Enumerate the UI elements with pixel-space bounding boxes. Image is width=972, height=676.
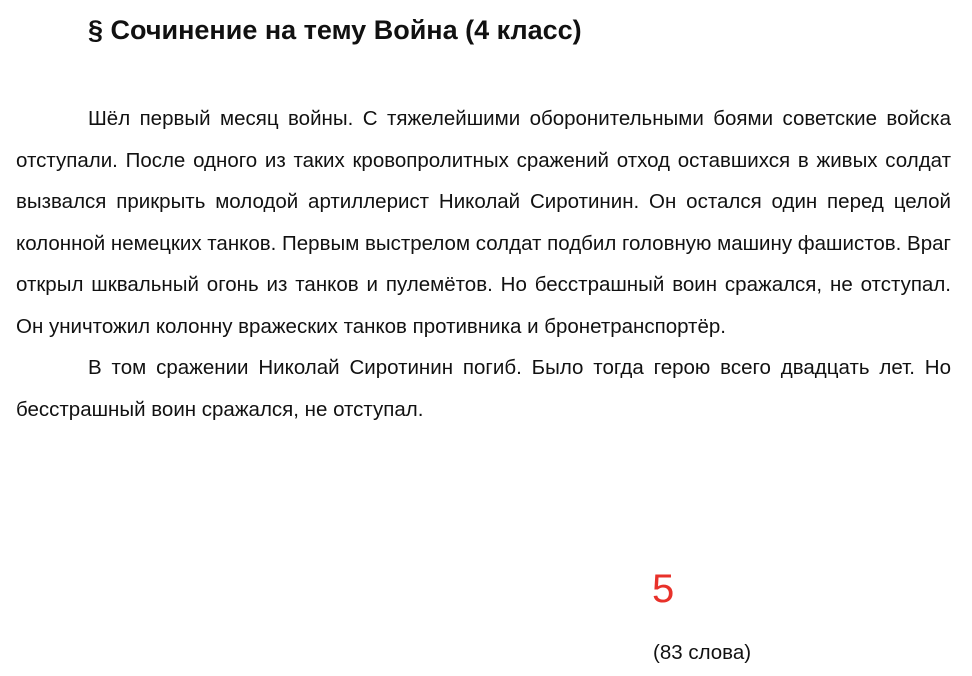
page-title: § Сочинение на тему Война (4 класс) (88, 15, 582, 45)
grade-mark: 5 (652, 567, 675, 611)
word-count: (83 слова) (653, 641, 752, 664)
essay-paragraph-1: Шёл первый месяц войны. С тяжелейшими оборонительными боями советские войска отступали. После одного из таких кровопролитных сражений отход оставшихся в живых солдат вызвался прикрыть молодой артиллерист Николай Сиротинин. Он остался один перед целой колонной немецких танков. Первым выстрелом солдат подбил головную машину фашистов. Враг открыл шквальный огонь из танков и пулемётов. Но бесстрашный воин сражался, не отступал. Он уничтожил колонну вражеских танков противника и бронетранспортёр. (16, 107, 951, 338)
essay-body (16, 98, 951, 430)
essay-paragraph-2: В том сражении Николай Сиротинин погиб. Было тогда герою всего двадцать лет. Но бесстрашный воин сражался, не отступал. (16, 356, 951, 421)
